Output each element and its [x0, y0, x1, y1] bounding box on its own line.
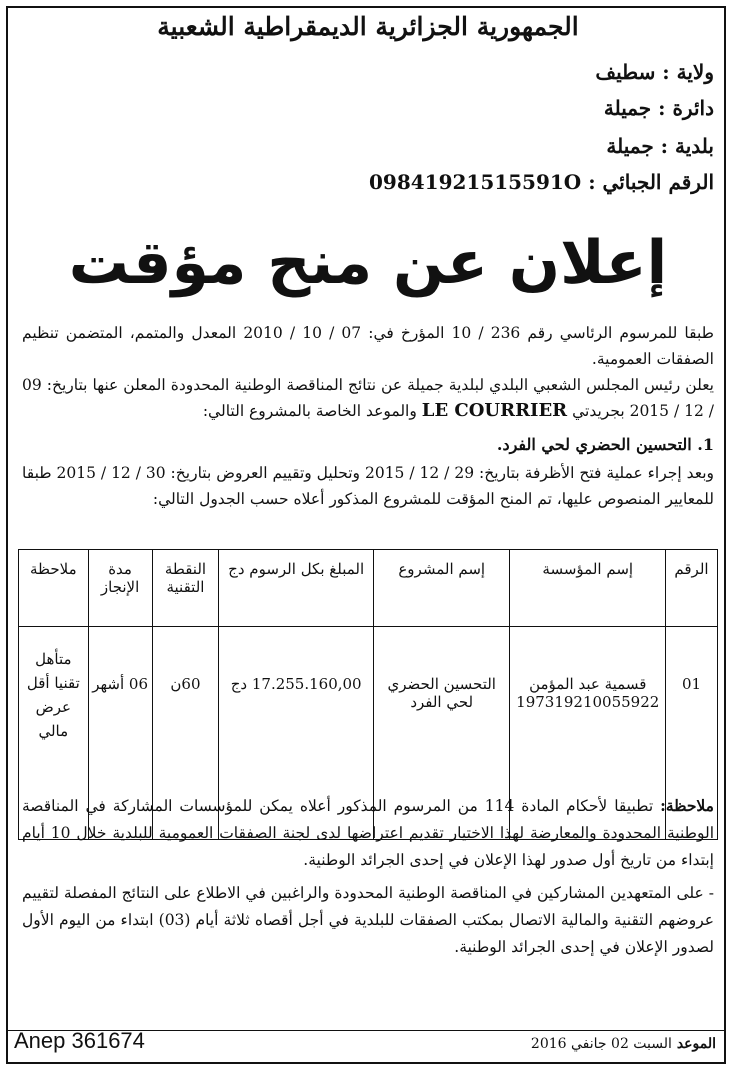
- republic-title: الجمهورية الجزائرية الديمقراطية الشعبية: [157, 12, 579, 41]
- cell-technical-score: 60ن: [152, 627, 219, 840]
- col-number: الرقم: [666, 550, 718, 627]
- mawid-label: الموعد: [676, 1036, 716, 1052]
- company-id: 197319210055922: [516, 693, 660, 711]
- cell-duration: 06 أشهر: [88, 627, 152, 840]
- publication-date: [531, 1036, 716, 1052]
- evaluation-paragraph: وبعد إجراء عملية فتح الأظرفة بتاريخ: 29 / 12 / 2015 وتحليل وتقييم العروض بتاريخ: 30 / 12 / 2015 طبقا للمعايير المنصوص عليها، تم المنح المؤقت للمشروع المذكور أعلاه حسب الجدول التالي:: [22, 464, 715, 508]
- col-duration: مدة الإنجاز: [88, 550, 152, 627]
- tax-id-line: [369, 170, 714, 194]
- tax-id-value: 09841921515591O: [368, 170, 582, 194]
- tax-id-label: الرقم الجبائي :: [588, 170, 714, 194]
- col-remark: ملاحظة: [19, 550, 89, 627]
- note-1-text: تطبيقا لأحكام المادة 114 من المرسوم المذكور أعلاه يمكن للمؤسسات المشاركة في المناقصة الوطنية المحدودة والمعارضة لهذا الاختيار تقديم اعتراضها لدى لجنة الصفقات العمومية للبلدية خلال 10 أيام إبتداء من تاريخ أول صدور لهذا الإعلان في إحدى الجرائد الوطنية.: [22, 797, 714, 869]
- cell-remark: متأهل تقنيا أقل عرض مالي: [19, 627, 89, 840]
- project-heading: 1. التحسين الحضري لحي الفرد.: [496, 435, 714, 454]
- cell-project: التحسين الحضري لحي الفرد: [373, 627, 510, 840]
- newspaper-name: LE COURRIER: [421, 400, 568, 421]
- col-amount: المبلغ بكل الرسوم دج: [219, 550, 374, 627]
- note-label: ملاحظة:: [660, 796, 714, 815]
- announcement-text-a: يعلن رئيس المجلس الشعبي البلدي لبلدية جميلة عن نتائج المناقصة الوطنية المحدودة المعلن عنها بتاريخ: 09 / 12 / 2015 بجريدتي: [22, 376, 714, 420]
- col-technical-score: النقطة التقنية: [152, 550, 219, 627]
- wilaya-line: ولاية : سطيف: [595, 60, 714, 84]
- col-company: إسم المؤسسة: [510, 550, 666, 627]
- col-project: إسم المشروع: [373, 550, 510, 627]
- note-2: - على المتعهدين المشاركين في المناقصة الوطنية المحدودة والراغبين في الاطلاع على النتائج المفصلة لتقييم عروضهم التقنية والمالية الاتصال بمكتب الصفقات للبلدية في أجل أقصاه ثلاثة أيام (03) ابتداء من اليوم الأول لصدور الإعلان في إحدى الجرائد الوطنية.: [22, 884, 714, 956]
- baladiya-line: بلدية : جميلة: [606, 134, 714, 158]
- decree-paragraph: طبقا للمرسوم الرئاسي رقم 236 / 10 المؤرخ في: 07 / 10 / 2010 المعدل والمتمم، المتضمن تنظيم الصفقات العمومية.: [22, 324, 715, 368]
- announcement-paragraph: [22, 372, 714, 424]
- announcement-title: إعلان عن منح مؤقت: [68, 228, 668, 298]
- note-1: [22, 792, 714, 874]
- table-header-row: [19, 550, 718, 627]
- date-value: السبت 02 جانفي 2016: [530, 1036, 672, 1052]
- company-name: قسمية عبد المؤمن: [529, 675, 647, 693]
- cell-amount: 17.255.160,00 دج: [219, 627, 374, 840]
- anep-reference: Anep 361674: [14, 1028, 145, 1053]
- daira-line: دائرة : جميلة: [603, 96, 714, 120]
- announcement-text-b: والموعد الخاصة بالمشروع التالي:: [202, 402, 417, 420]
- cell-number: 01: [666, 627, 718, 840]
